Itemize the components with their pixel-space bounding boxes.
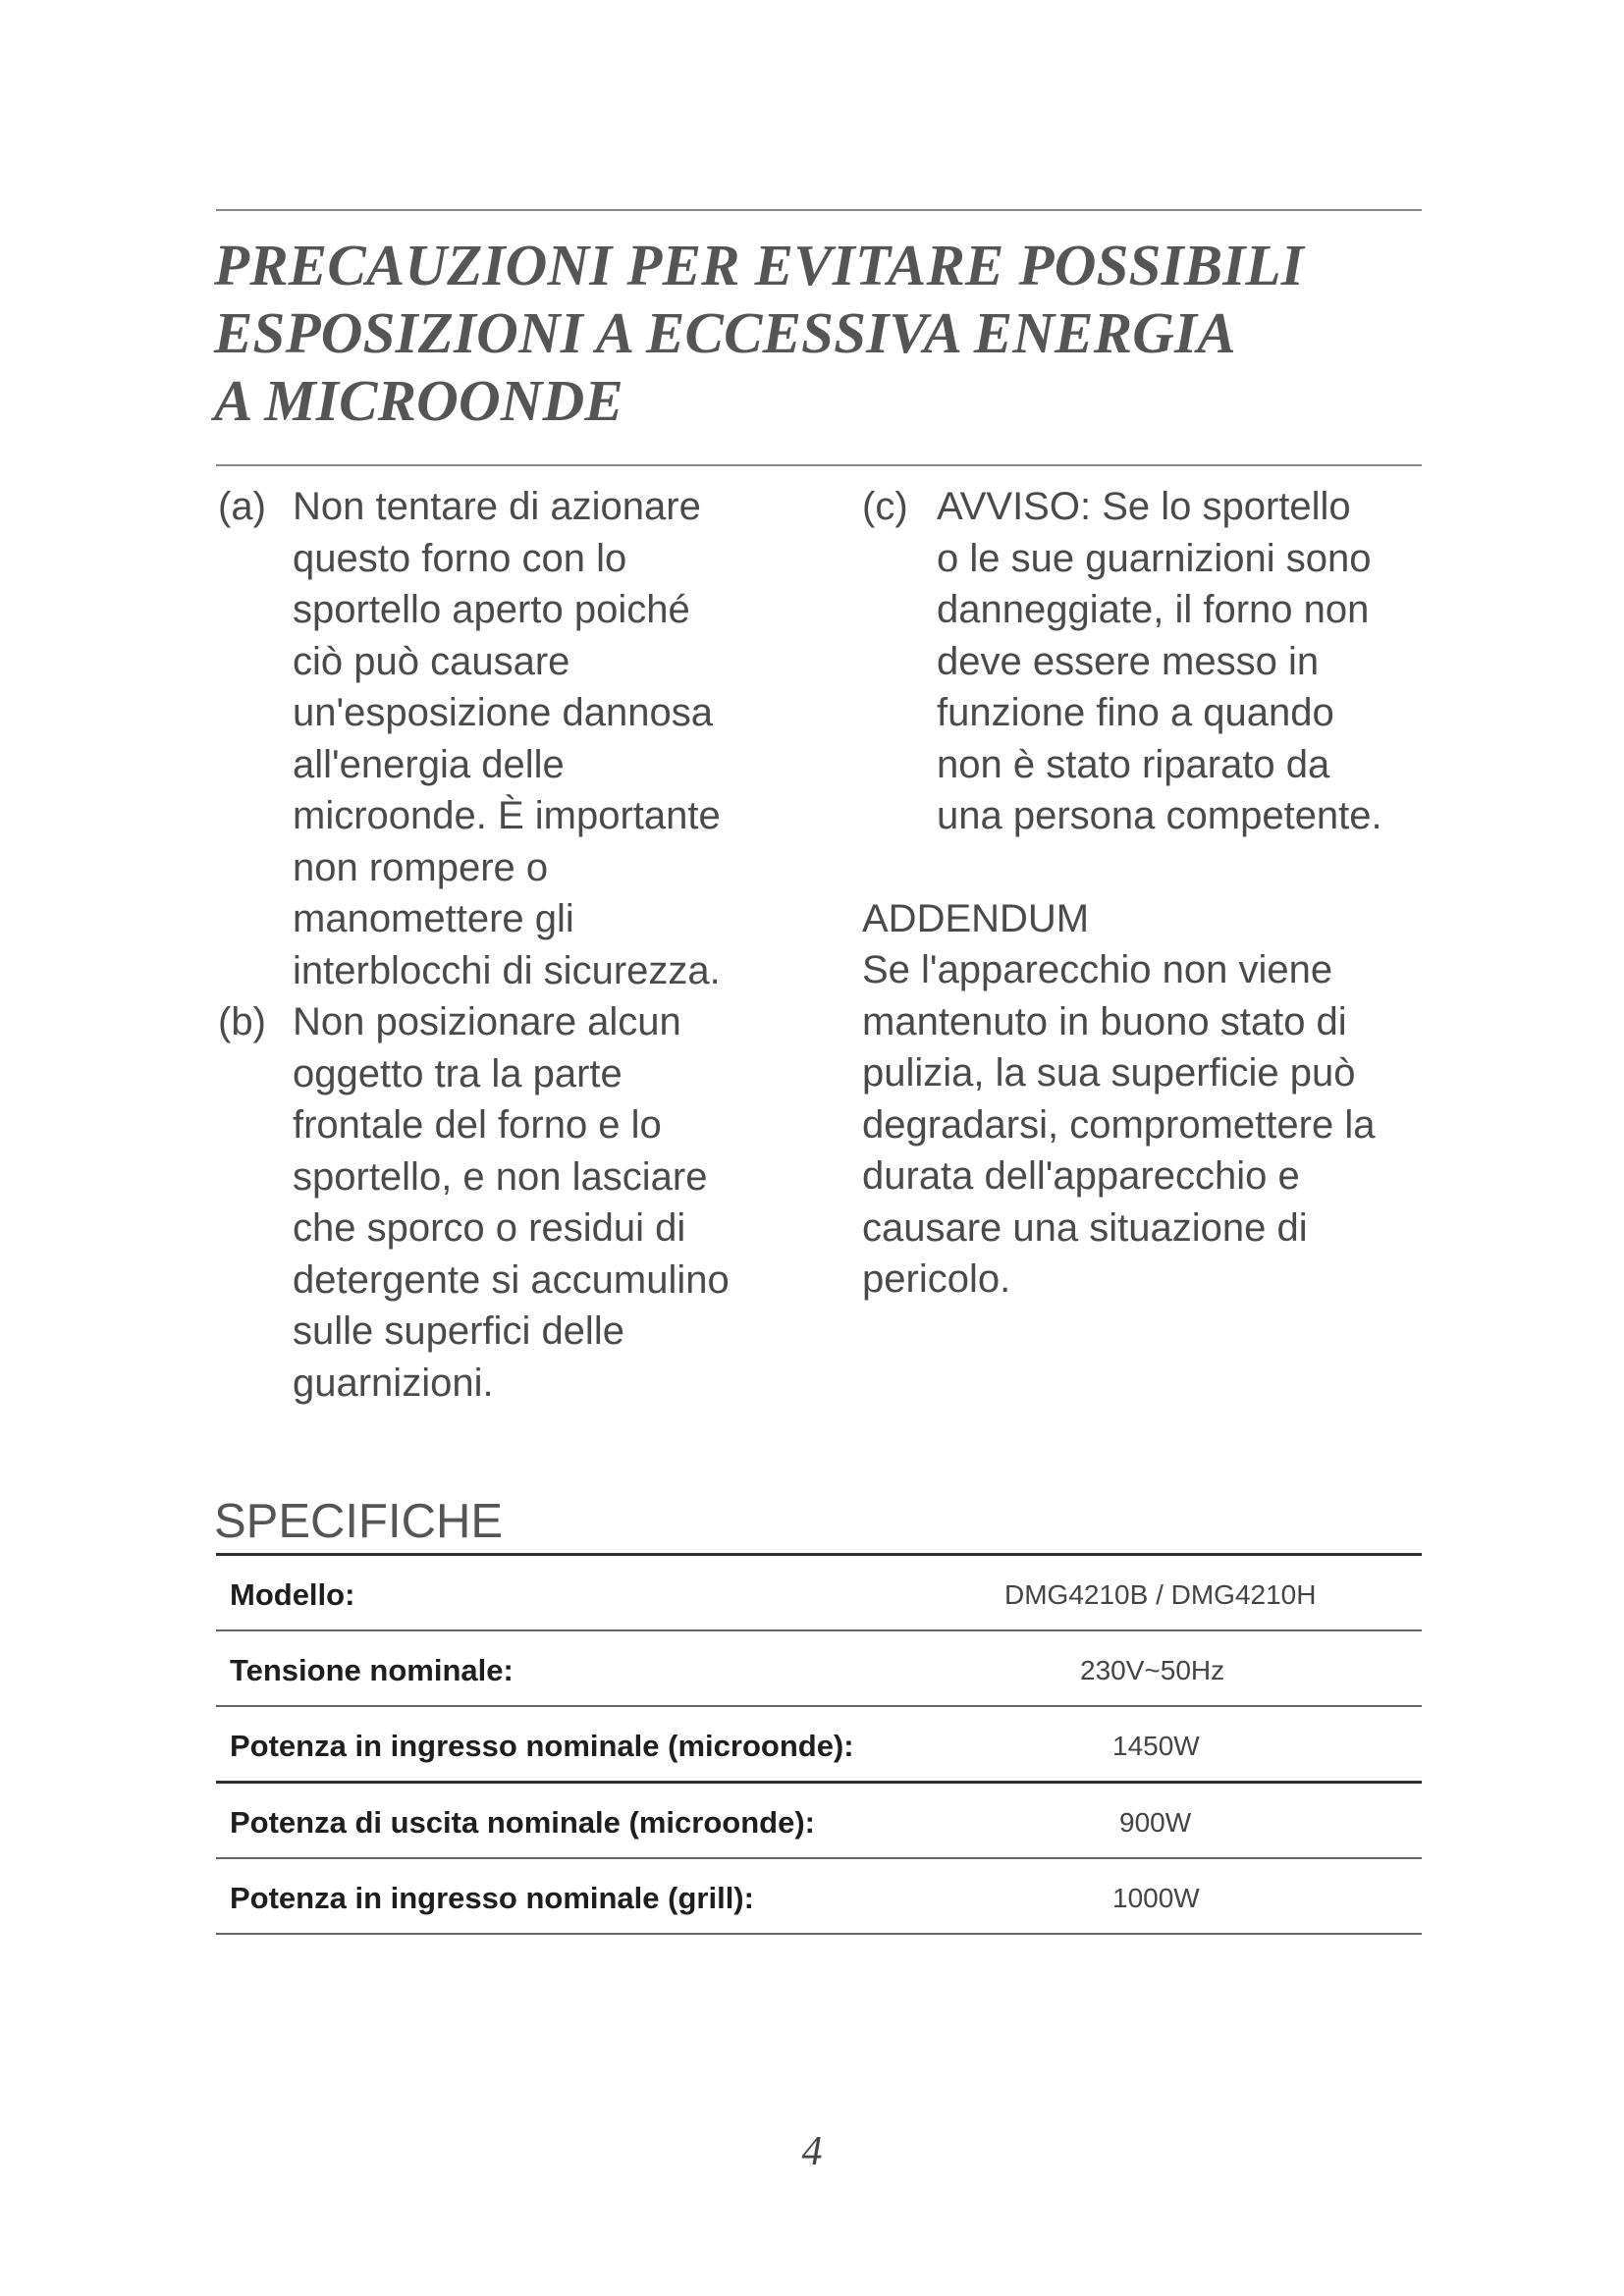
spec-row-model — [216, 1556, 1422, 1631]
addendum-section — [862, 893, 1432, 1306]
spec-label: Tensione nominale: — [230, 1653, 514, 1687]
specs-title: SPECIFICHE — [214, 1495, 504, 1548]
text-line: oggetto tra la parte — [293, 1051, 623, 1095]
text-line: deve essere messo in — [937, 639, 1320, 683]
text-line: funzione fino a quando — [937, 691, 1334, 734]
heading-line: ESPOSIZIONI A ECCESSIVA ENERGIA — [214, 300, 1236, 365]
text-line: non è stato riparato da — [937, 742, 1330, 786]
spec-value: DMG4210B / DMG4210H — [1004, 1579, 1317, 1610]
spec-label: Potenza in ingresso nominale (microonde): — [230, 1729, 854, 1763]
spec-row-voltage — [216, 1631, 1422, 1707]
item-text — [293, 481, 827, 996]
spec-value: 900W — [1119, 1807, 1192, 1838]
heading-divider — [216, 464, 1422, 466]
item-text — [293, 996, 827, 1409]
text-line: Se l'apparecchio non viene — [862, 948, 1333, 991]
text-line: sportello aperto poiché — [293, 588, 690, 631]
text-line: danneggiate, il forno non — [937, 588, 1370, 631]
text-line: sulle superfici delle — [293, 1309, 624, 1353]
text-line: detergente si accumulino — [293, 1257, 730, 1302]
item-text — [937, 481, 1432, 842]
item-marker: (b) — [218, 1000, 266, 1043]
spec-value: 1450W — [1112, 1731, 1200, 1761]
spec-row-output-microwave — [216, 1784, 1422, 1859]
text-line: Non tentare di azionare — [293, 485, 701, 528]
right-column — [862, 481, 1432, 1306]
text-line: pericolo. — [862, 1257, 1011, 1301]
text-line: una persona competente. — [937, 794, 1382, 837]
left-column — [218, 481, 827, 1409]
text-line: AVVISO: Se lo sportello — [937, 485, 1351, 528]
text-line: questo forno con lo — [293, 536, 627, 580]
text-line: ciò può causare — [293, 639, 570, 683]
heading-line: A MICROONDE — [214, 368, 623, 433]
item-marker: (c) — [862, 485, 908, 528]
precaution-item-c — [862, 481, 1432, 842]
text-line: sportello, e non lasciare — [293, 1154, 708, 1199]
spec-label: Potenza di uscita nominale (microonde): — [230, 1805, 815, 1840]
text-line: guarnizioni. — [293, 1361, 494, 1405]
precaution-item-a — [218, 481, 827, 996]
spec-row-input-grill — [216, 1859, 1422, 1935]
text-line: all'energia delle — [293, 742, 565, 786]
item-marker: (a) — [218, 485, 266, 528]
section-heading — [214, 232, 1422, 435]
page-number: 4 — [801, 2129, 823, 2174]
text-line: causare una situazione di — [862, 1205, 1308, 1250]
spec-value: 230V~50Hz — [1080, 1655, 1225, 1685]
text-line: durata dell'apparecchio e — [862, 1154, 1300, 1198]
text-line: che sporco o residui di — [293, 1206, 686, 1250]
text-line: mantenuto in buono stato di — [862, 999, 1347, 1043]
text-line: frontale del forno e lo — [293, 1103, 662, 1147]
text-line: interblocchi di sicurezza. — [293, 948, 721, 992]
spec-row-input-microwave — [216, 1707, 1422, 1784]
addendum-title: ADDENDUM — [862, 896, 1090, 940]
text-line: Non posizionare alcun — [293, 1000, 681, 1043]
spec-label: Potenza in ingresso nominale (grill): — [230, 1881, 754, 1915]
text-line: manomettere gli — [293, 897, 574, 940]
text-line: microonde. È importante — [293, 794, 721, 837]
text-line: un'esposizione dannosa — [293, 691, 713, 734]
specs-table — [216, 1553, 1422, 1935]
top-divider — [216, 209, 1422, 211]
text-line: non rompere o — [293, 845, 549, 889]
text-line: pulizia, la sua superficie può — [862, 1051, 1356, 1095]
spec-value: 1000W — [1112, 1883, 1200, 1913]
text-line: degradarsi, compromettere la — [862, 1102, 1376, 1147]
heading-line: PRECAUZIONI PER EVITARE POSSIBILI — [214, 233, 1304, 297]
spec-label: Modello: — [230, 1577, 355, 1612]
precaution-item-b — [218, 996, 827, 1409]
text-line: o le sue guarnizioni sono — [937, 536, 1372, 580]
